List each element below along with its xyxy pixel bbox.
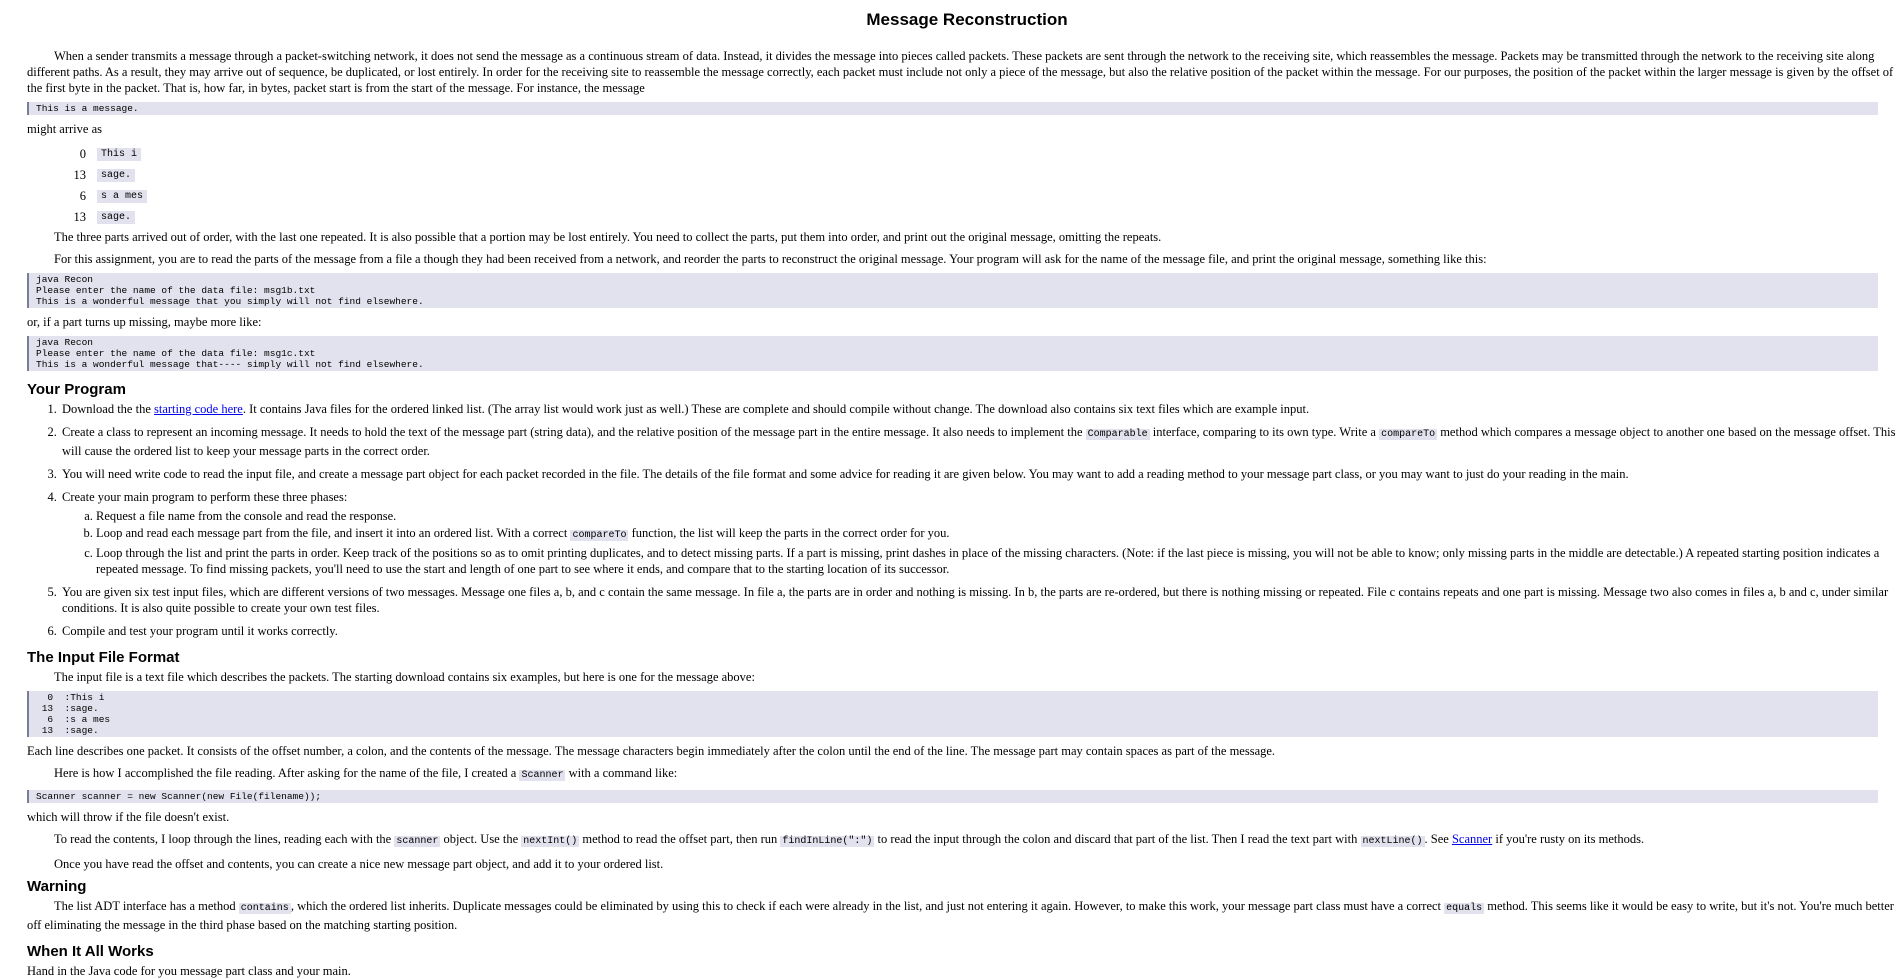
phases-list [62, 508, 1898, 577]
packet-row [55, 206, 150, 227]
phase-print-parts: c. Loop through the list and print the parts in order. Keep track of the positions so as to omit printing duplicates, and to detect missing parts. If a part is missing, print dashes in place of the missing characters. (Note: if the last piece is missing, you will not be able to know; only missing parts in the middle are detectable.) A repeated starting position indicates a repeated message. To find missing packets, you'll need to use the start and length of one part to see where it ends, and compare that to the starting location of its successor. [96, 545, 1898, 577]
step-compile: 6. Compile and test your program until it works correctly. [60, 623, 1898, 639]
once-paragraph: Once you have read the offset and contents, you can create a nice new message part object, and add it to your ordered list. [54, 857, 664, 871]
packet-data: This i [97, 148, 141, 161]
warning-paragraph: The list ADT interface has a method contains , which the ordered list inherits. Duplicate messages could be eliminated by using this to check if each were already in the list, and just not entering it again. However, to make this work, your message part class must have a correct equals method. This seems like it would be easy to write, but it's not. You're much better off eliminating the message in the third phase based on the matching starting position. [27, 899, 1894, 932]
page-title: Message Reconstruction [866, 10, 1068, 29]
read-contents-paragraph: To read the contents, I loop through the lines, reading each with the scanner object. Use the nextInt() method to read the offset part, then run findInLine(":") to read the input through the colon and discard that part of the list. Then I read the text part with nextLine() . See Scanner if you're rusty on its methods. [54, 832, 1645, 847]
step-test-files: 5. You are given six test input files, which are different versions of two messages. Message one files a, b, and c contain the same message. In file a, the parts are in order and nothing is missing. In b, the parts are re-ordered, but there is nothing missing or repeated. File c contains repeats and one part is missing. Message two also comes in files a, b and c, under similar conditions. It is also quite possible to create your own test files. [60, 584, 1898, 616]
packet-data: s a mes [97, 190, 147, 203]
input-file-example: 0 :This i 13 :sage. 6 :s a mes 13 :sage. [27, 691, 1878, 737]
step-read-input: 3. You will need write code to read the input file, and create a message part object for each packet recorded in the file. The details of the file format and some advice for reading it are given below. You may want to add a reading method to your message part class, or you may want to just do your reading in the main. [60, 466, 1898, 482]
packet-offset: 13 [73, 167, 86, 182]
packet-offset: 0 [79, 146, 86, 161]
step-main-program: 4. Create your main program to perform these three phases: a. Request a file name from the console and read the response. b. Loop and read each message part from the file, and insert it into an ordered list. With a correct compareTo function, the list will keep the parts in the correct order for you. c. Loop through the list and print the parts in order. Keep track of the positions so as to omit printing duplicates, and to detect missing parts. If a part is missing, print dashes in place of the missing characters. (Note: if the last piece is missing, you will not be able to know; only missing parts in the middle are detectable.) A repeated starting position indicates a repeated message. To find missing packets, you'll need to use the start and length of one part to see where it ends, and compare that to the starting location of its successor. [60, 489, 1898, 577]
findinline-code: findInLine(":") [782, 836, 873, 847]
packet-offset: 13 [73, 209, 86, 224]
input-format-heading: The Input File Format [27, 649, 180, 666]
nextline-code: nextLine() [1362, 836, 1423, 847]
packet-data: sage. [97, 211, 135, 224]
sample-run-complete: java Recon Please enter the name of the data file: msg1b.txt This is a wonderful message that you simply will not find elsewhere. [27, 273, 1878, 308]
assignment-paragraph: For this assignment, you are to read the parts of the message from a file a though they had been received from a network, and reorder the parts to reconstruct the original message. Your program will ask for the name of the message file, and print the original message, something like this: [54, 252, 1487, 266]
step-create-class: 2. Create a class to represent an incoming message. It needs to hold the text of the message part (string data), and the relative position of the message part in the entire message. It also needs to implement the Comparable interface, comparing to its own type. Write a compareTo method which compares a message object to another one based on the message offset. This will cause the ordered list to keep your message parts in the correct order. [60, 424, 1898, 459]
step-download: 1. Download the the starting code here. It contains Java files for the ordered linked list. (The array list would work just as well.) These are complete and should compile without change. The download also contains six text files which are example input. [60, 401, 1898, 417]
sample-run-missing: java Recon Please enter the name of the data file: msg1c.txt This is a wonderful message that---- simply will not find elsewhere. [27, 336, 1878, 371]
your-program-heading: Your Program [27, 381, 126, 398]
packet-data: sage. [97, 169, 135, 182]
intro-paragraph: When a sender transmits a message through a packet-switching network, it does not send the message as a continuous stream of data. Instead, it divides the message into pieces called packets. These packets are sent through the network to the receiving site, which reassembles the message. Packets may be transmitted through the network to the receiving site along different paths. As a result, they may arrive out of sequence, be duplicated, or lost entirely. In order for the receiving site to reassemble the message correctly, each packet must include not only a piece of the message, but also the relative position of the packet within the message. For our purposes, the position of the packet within the larger message is given by the offset of the first byte in the packet. That is, how far, in bytes, packet start is from the start of the message. For instance, the message [27, 49, 1894, 95]
packet-table [55, 143, 150, 227]
equals-code: equals [1446, 903, 1483, 914]
scanner-doc-link[interactable]: Scanner [1451, 832, 1493, 846]
comparable-code: Comparable [1087, 429, 1148, 440]
packet-row [55, 164, 150, 185]
scanner-line-code: Scanner scanner = new Scanner(new File(filename)); [27, 790, 1878, 803]
or-missing-text: or, if a part turns up missing, maybe more like: [27, 315, 262, 329]
packet-offset: 6 [79, 188, 86, 203]
packet-row [55, 185, 150, 206]
example-message-code: This is a message. [27, 102, 1878, 115]
throw-text: which will throw if the file doesn't exist. [27, 810, 230, 824]
when-works-text: Hand in the Java code for you message part class and your main. [27, 964, 351, 978]
warning-heading: Warning [27, 878, 87, 895]
when-works-heading: When It All Works [27, 943, 154, 960]
nextint-code: nextInt() [523, 836, 578, 847]
document-page [0, 10, 1898, 979]
each-line-paragraph: Each line describes one packet. It consists of the offset number, a colon, and the contents of the message. The message characters begin immediately after the colon until the end of the line. The message part may contain spaces as part of the message. [27, 744, 1276, 758]
phase-loop-insert: b. Loop and read each message part from the file, and insert it into an ordered list. With a correct compareTo function, the list will keep the parts in the correct order for you. [96, 525, 1898, 544]
scanner-code: Scanner [521, 770, 564, 781]
program-steps-list [27, 401, 1898, 639]
might-arrive-text: might arrive as [27, 122, 102, 136]
input-format-desc: The input file is a text file which describes the packets. The starting download contains six examples, but here is one for the message above: [54, 670, 755, 684]
contains-code: contains [240, 903, 289, 914]
compareto-code: compareTo [1381, 429, 1436, 440]
how-read-paragraph: Here is how I accomplished the file reading. After asking for the name of the file, I created a Scanner with a command like: [54, 766, 678, 781]
packet-row [55, 143, 150, 164]
scanner-object-code: scanner [396, 836, 439, 847]
phase-request-file: a. Request a file name from the console and read the response. [96, 508, 1898, 524]
three-parts-paragraph: The three parts arrived out of order, with the last one repeated. It is also possible that a portion may be lost entirely. You need to collect the parts, put them into order, and print out the original message, omitting the repeats. [54, 230, 1162, 244]
starting-code-link[interactable]: starting code here [154, 402, 243, 416]
compareto-code: compareTo [572, 530, 627, 541]
